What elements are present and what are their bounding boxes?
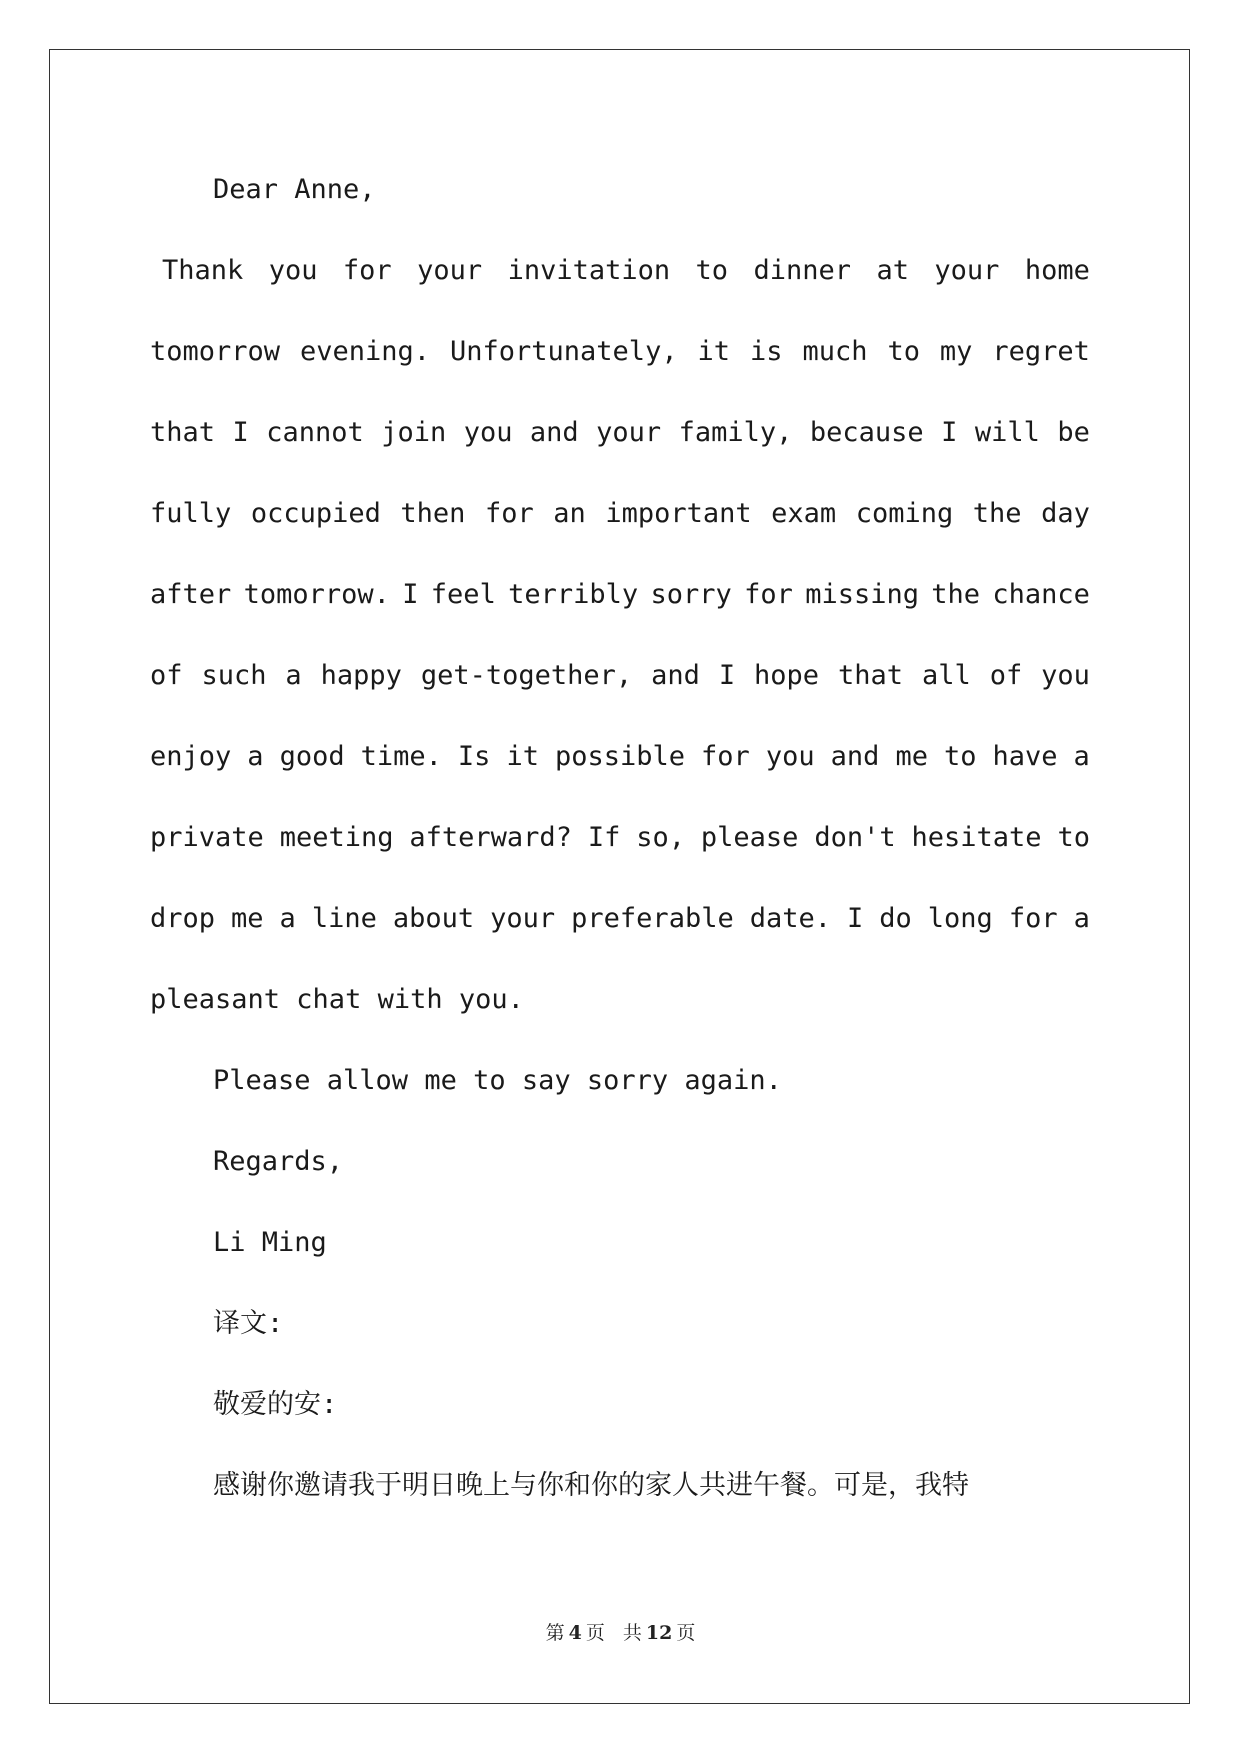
paragraph-word: a	[1073, 903, 1090, 934]
paragraph-word: long	[927, 903, 993, 934]
paragraph-word: regret	[992, 336, 1090, 367]
paragraph-line	[150, 565, 1090, 646]
paragraph-word: sorry	[650, 579, 732, 610]
paragraph-word: preferable	[571, 903, 734, 934]
paragraph-word: dinner	[753, 255, 852, 286]
letter-greeting: Dear Anne,	[213, 174, 376, 205]
total-prefix: 共	[622, 1622, 642, 1644]
paragraph-word: it	[697, 336, 731, 367]
paragraph-word: an	[553, 498, 586, 529]
paragraph-word: that	[150, 417, 216, 448]
paragraph-word: have	[992, 741, 1058, 772]
paragraph-word: I	[232, 417, 249, 448]
paragraph-word: you	[765, 741, 815, 772]
paragraph-word: to	[887, 336, 920, 367]
paragraph-word: happy	[320, 660, 402, 691]
paragraph-word: exam	[771, 498, 837, 529]
paragraph-word: so,	[636, 822, 686, 853]
paragraph-word: me	[895, 741, 928, 772]
paragraph-word: about	[392, 903, 475, 934]
paragraph-line	[150, 727, 1090, 808]
paragraph-word: to	[1057, 822, 1090, 853]
paragraph-word: I	[847, 903, 864, 934]
paragraph-word: good	[279, 741, 345, 772]
total-page-number: 12	[645, 1622, 673, 1644]
paragraph-word: and	[830, 741, 880, 772]
paragraph-word: a	[247, 741, 264, 772]
paragraph-word: do	[879, 903, 912, 934]
paragraph-word: meeting	[279, 822, 394, 853]
paragraph-word: be	[1057, 417, 1090, 448]
paragraph-word: I	[718, 660, 736, 691]
closing-line: Regards,	[213, 1146, 344, 1177]
paragraph-word: hope	[754, 660, 820, 691]
paragraph-line	[150, 241, 1090, 322]
current-page-number: 4	[568, 1622, 582, 1644]
paragraph-word: and	[651, 660, 700, 691]
paragraph-word: I	[402, 579, 419, 610]
paragraph-word: missing	[805, 579, 919, 610]
paragraph-word: the	[931, 579, 981, 610]
paragraph-word: it	[506, 741, 539, 772]
letter-paragraph	[150, 241, 1090, 970]
paragraph-word: you	[1041, 660, 1090, 691]
paragraph-word: will	[974, 417, 1040, 448]
paragraph-word: your	[490, 903, 556, 934]
letter-body	[150, 160, 1090, 1537]
paragraph-word: of	[989, 660, 1023, 691]
paragraph-word: you	[268, 255, 318, 286]
paragraph-word: invitation	[507, 255, 671, 286]
page-prefix: 第	[545, 1622, 565, 1644]
total-suffix: 页	[676, 1622, 696, 1644]
paragraph-word: If	[587, 822, 621, 853]
paragraph-word: chance	[992, 579, 1090, 610]
paragraph-word: join	[381, 417, 447, 448]
paragraph-word: evening.	[300, 336, 431, 367]
paragraph-word: home	[1024, 255, 1090, 286]
paragraph-word: coming	[855, 498, 954, 529]
paragraph-word: your	[596, 417, 662, 448]
paragraph-word: for	[701, 741, 750, 772]
paragraph-word: enjoy	[150, 741, 232, 772]
paragraph-line	[150, 403, 1090, 484]
paragraph-word: of	[150, 660, 183, 691]
paragraph-word: Thank	[162, 255, 244, 286]
paragraph-word: family,	[678, 417, 793, 448]
paragraph-word: that	[838, 660, 904, 691]
paragraph-word: because	[809, 417, 924, 448]
paragraph-word: hesitate	[911, 822, 1042, 853]
paragraph-word: my	[939, 336, 973, 367]
paragraph-word: don't	[814, 822, 896, 853]
page-footer	[0, 1618, 1241, 1645]
paragraph-word: for	[342, 255, 392, 286]
paragraph-word: me	[231, 903, 264, 934]
paragraph-word: line	[311, 903, 377, 934]
paragraph-word: a	[1073, 741, 1090, 772]
translation-greeting: 敬爱的安:	[213, 1389, 338, 1420]
paragraph-line	[150, 646, 1090, 727]
paragraph-word: for	[744, 579, 793, 610]
paragraph-word: date.	[749, 903, 831, 934]
paragraph-word: to	[695, 255, 729, 286]
paragraph-word: day	[1041, 498, 1090, 529]
paragraph-word: for	[484, 498, 534, 529]
paragraph-line	[150, 322, 1090, 403]
paragraph-word: Is	[457, 741, 491, 772]
paragraph-word: time.	[360, 741, 442, 772]
paragraph-word: much	[802, 336, 868, 367]
paragraph-line	[150, 808, 1090, 889]
paragraph-last-line: pleasant chat with you.	[150, 984, 524, 1015]
paragraph-word: your	[934, 255, 1000, 286]
paragraph-word: fully	[150, 498, 232, 529]
page-suffix: 页	[585, 1622, 605, 1644]
paragraph-word: then	[400, 498, 466, 529]
paragraph-word: terribly	[508, 579, 639, 610]
paragraph-word: such	[201, 660, 267, 691]
paragraph-word: a	[279, 903, 296, 934]
translation-heading: 译文:	[213, 1308, 284, 1339]
paragraph-word: all	[921, 660, 971, 691]
paragraph-word: I	[941, 417, 958, 448]
paragraph-word: tomorrow	[150, 336, 281, 367]
paragraph-word: at	[876, 255, 909, 286]
paragraph-line	[150, 889, 1090, 970]
paragraph-word: private	[150, 822, 264, 853]
paragraph-word: important	[605, 498, 752, 529]
paragraph-word: cannot	[266, 417, 364, 448]
paragraph-word: a	[285, 660, 302, 691]
paragraph-word: after	[150, 579, 232, 610]
paragraph-word: Unfortunately,	[450, 336, 678, 367]
paragraph-word: to	[943, 741, 977, 772]
paragraph-word: possible	[554, 741, 686, 772]
paragraph-word: get-together,	[420, 660, 633, 691]
paragraph-word: occupied	[250, 498, 381, 529]
paragraph-word: is	[750, 336, 783, 367]
paragraph-word: you	[463, 417, 513, 448]
apology-line: Please allow me to say sorry again.	[213, 1065, 782, 1096]
translation-first-line: 感谢你邀请我于明日晚上与你和你的家人共进午餐。可是，我特	[213, 1470, 969, 1501]
signature-line: Li Ming	[213, 1227, 327, 1258]
paragraph-word: and	[529, 417, 579, 448]
paragraph-word: feel	[430, 579, 496, 610]
paragraph-word: drop	[150, 903, 216, 934]
paragraph-word: the	[972, 498, 1022, 529]
paragraph-word: tomorrow.	[243, 579, 390, 610]
paragraph-word: afterward?	[409, 822, 572, 853]
paragraph-word: please	[700, 822, 799, 853]
paragraph-word: your	[417, 255, 483, 286]
paragraph-word: for	[1008, 903, 1058, 934]
paragraph-line	[150, 484, 1090, 565]
